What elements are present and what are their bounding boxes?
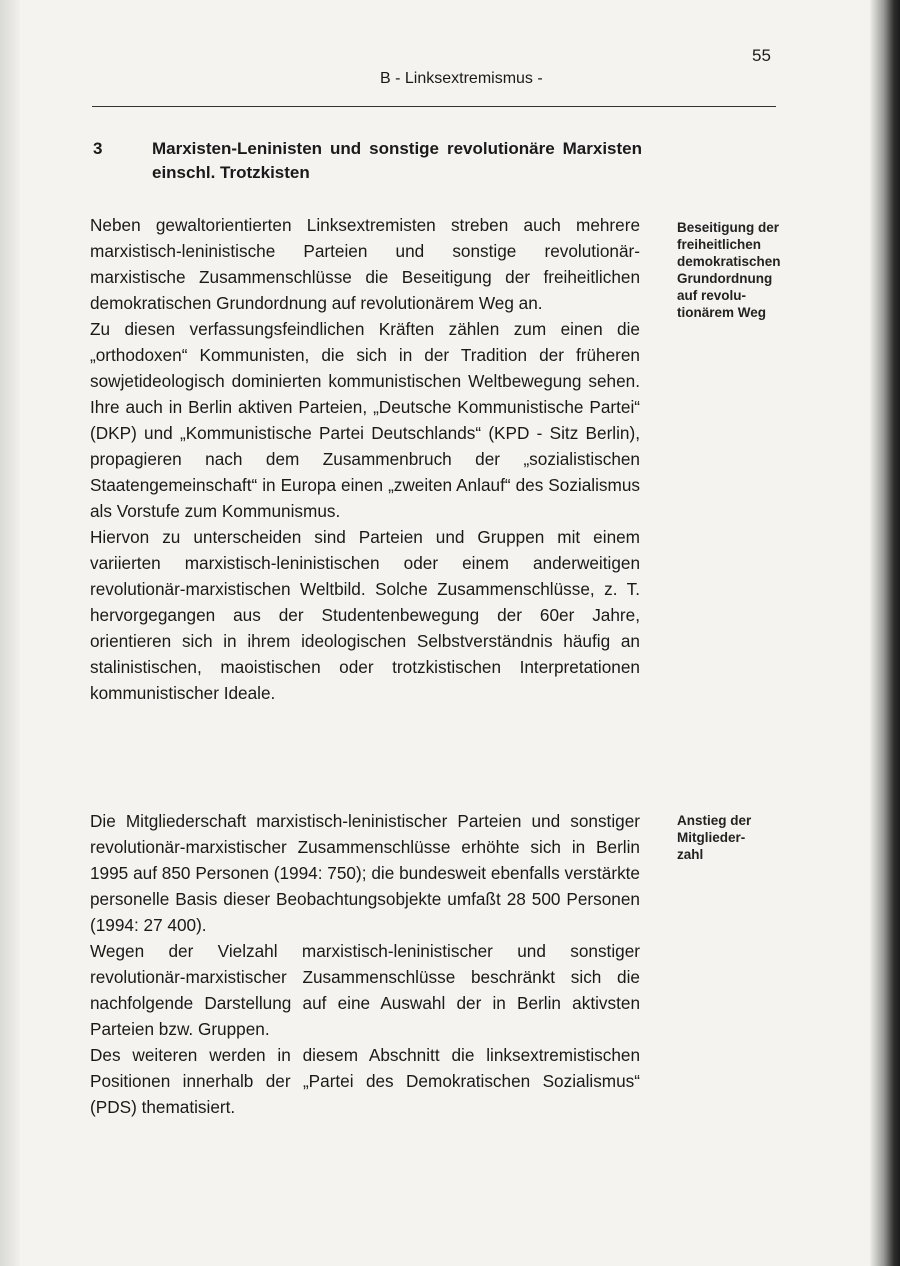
paragraph: Des weiteren werden in diesem Abschnitt die linksextremistischen Positionen innerhalb der „Partei des Demokratischen Sozialismus“ (PDS) thematisiert. [90, 1045, 640, 1117]
text-block-membership [90, 808, 640, 1120]
margin-note-line: zahl [677, 847, 704, 862]
margin-note-line: freiheitlichen [677, 237, 762, 252]
section-title: Marxisten-Leninisten und sonstige revolutionäre Marxisten einschl. Trotzkisten [152, 139, 642, 182]
page-number: 55 [752, 46, 771, 65]
header-rule [92, 106, 776, 107]
paragraph: Zu diesen verfassungsfeindlichen Kräften zählen zum einen die „orthodoxen“ Kommunisten, die sich in der Tradition der früheren sowjetideologisch dominierten kommunistischen Weltbewegung sehen. Ihre auch in Berlin aktiven Parteien, „Deutsche Kommunistische Partei“ (DKP) und „Kommunistische Partei Deutschlands“ (KPD - Sitz Berlin), propagieren nach dem Zusammenbruch der „sozialistischen Staatengemeinschaft“ in Europa einen „zweiten Anlauf“ des Sozialismus als Vorstufe zum Kommunismus. [90, 319, 640, 521]
margin-note-beseitigung [677, 219, 817, 321]
margin-note-line: Anstieg der [677, 813, 752, 828]
margin-note-line: Beseitigung der [677, 220, 780, 235]
paragraph: Hiervon zu unterscheiden sind Parteien und Gruppen mit einem variierten marxistisch-leninistischen oder einem anderweitigen revolutionär-marxistischen Weltbild. Solche Zusammenschlüsse, z. T. hervorgegangen aus der Studentenbewegung der 60er Jahre, orientieren sich in ihrem ideologischen Selbstverständnis häufig an stalinistischen, maoistischen oder trotzkistischen Interpretationen kommunistischer Ideale. [90, 527, 640, 703]
paragraph: Die Mitgliederschaft marxistisch-leninistischer Parteien und sonstiger revolutionär-marxistischer Zusammenschlüsse erhöhte sich in Berlin 1995 auf 850 Personen (1994: 750); die bundesweit ebenfalls verstärkte personelle Basis dieser Beobachtungsobjekte umfaßt 28 500 Personen (1994: 27 400). [90, 811, 640, 935]
margin-note-line: tionärem Weg [677, 305, 767, 320]
section-number: 3 [93, 139, 103, 158]
running-header: B - Linksextremismus - [380, 70, 543, 87]
margin-note-line: Mitglieder- [677, 830, 746, 845]
paragraph: Wegen der Vielzahl marxistisch-leninistischer und sonstiger revolutionär-marxistischer Zusammenschlüsse beschränkt sich die nachfolgende Darstellung auf eine Auswahl der in Berlin aktivsten Parteien bzw. Gruppen. [90, 941, 640, 1039]
margin-note-line: auf revolu- [677, 288, 747, 303]
margin-note-line: Grundordnung [677, 271, 773, 286]
page-binding-shadow [870, 0, 900, 1266]
text-block-intro [90, 212, 640, 706]
margin-note-anstieg [677, 812, 817, 863]
paragraph: Neben gewaltorientierten Linksextremisten streben auch mehrere marxistisch-leninistische Parteien und sonstige revolutionär-marxistische Zusammenschlüsse die Beseitigung der freiheitlichen demokratischen Grundordnung auf revolutionärem Weg an. [90, 215, 640, 313]
margin-note-line: demokratischen [677, 254, 781, 269]
page-left-edge [0, 0, 20, 1266]
